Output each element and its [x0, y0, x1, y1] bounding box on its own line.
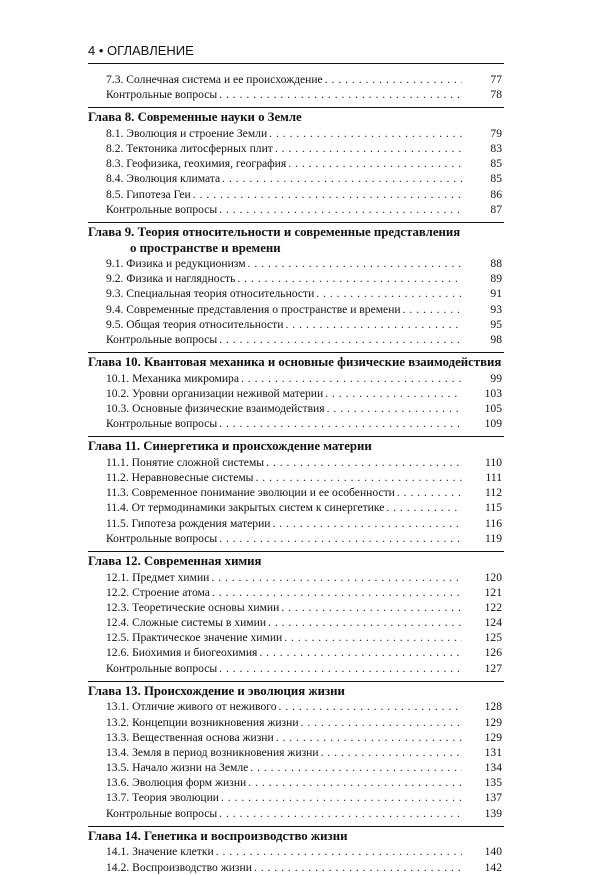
section-number: 13.6. — [106, 776, 130, 790]
toc-entry[interactable] — [88, 585, 504, 600]
section-title: Современные представления о пространстве и времени — [126, 302, 401, 316]
section-title: Сложные системы в химии — [132, 616, 267, 630]
toc-entry-text — [106, 630, 462, 645]
toc-entry-label — [106, 456, 266, 469]
section-number: 11.3. — [106, 486, 129, 500]
toc-entry-text — [106, 745, 462, 760]
toc-entry-text — [106, 600, 462, 615]
toc-entry-text — [106, 806, 462, 821]
toc-entry-label — [106, 88, 219, 101]
section-title: Гипотеза Геи — [126, 187, 191, 201]
toc-entry[interactable] — [88, 570, 504, 585]
toc-entry[interactable] — [88, 806, 504, 821]
toc-entry[interactable] — [88, 615, 504, 630]
section-number: 9.2. — [106, 272, 124, 286]
toc-entry[interactable] — [88, 455, 504, 470]
toc-entry-text — [106, 470, 462, 485]
section-title: Практическое значение химии — [132, 631, 283, 645]
chapter-title-line: Глава 14. Генетика и воспроизводство жизни — [88, 828, 348, 843]
running-title: ОГЛАВЛЕНИЕ — [107, 43, 194, 58]
section-title: От термодинамики закрытых систем к синергетике — [131, 501, 385, 515]
page-ref: 91 — [490, 287, 502, 301]
toc-entry-label — [106, 188, 193, 201]
section-title: Контрольные вопросы — [106, 661, 218, 675]
section-title: Неравновесные системы — [131, 471, 254, 485]
chapter-title-line: Глава 9. Теория относительности и современные представления — [88, 225, 461, 239]
section-number: 13.3. — [106, 730, 130, 744]
section-title: Биохимия и биогеохимия — [132, 646, 258, 660]
toc-entry[interactable] — [88, 715, 504, 730]
section-number: 9.1. — [106, 257, 124, 270]
page-ref: 137 — [484, 791, 502, 805]
toc-entry-text — [106, 485, 462, 500]
toc-entry-text — [106, 730, 462, 745]
section-number: 8.2. — [106, 142, 124, 156]
toc-entry-text — [106, 256, 462, 271]
section-number: 10.2. — [106, 386, 130, 400]
toc-entry-text — [106, 760, 462, 775]
toc-entry-label — [106, 272, 237, 285]
chapter-heading[interactable] — [88, 436, 504, 455]
toc-entry-text — [106, 72, 462, 87]
toc-entry-label — [106, 372, 241, 385]
toc-entry-label — [106, 402, 327, 415]
toc-entry-text — [106, 615, 462, 630]
toc-entry-label — [106, 417, 219, 430]
toc-entry[interactable] — [88, 630, 504, 645]
section-title: Общая теория относительности — [126, 317, 284, 331]
toc-entry[interactable] — [88, 171, 504, 186]
toc-entry-text — [106, 455, 462, 470]
chapter-heading[interactable] — [88, 826, 504, 845]
toc-entry[interactable] — [88, 470, 504, 485]
toc-entry-label — [106, 318, 285, 331]
toc-entry-label — [106, 73, 325, 86]
section-number: 9.3. — [106, 287, 124, 301]
toc-chapter — [88, 681, 504, 821]
section-title: Основные физические взаимодействия — [132, 402, 325, 415]
toc-entry-text — [106, 715, 462, 730]
chapter-title-line: Глава 13. Происхождение и эволюция жизни — [88, 683, 345, 698]
toc-entry-text — [106, 585, 462, 600]
chapter-title-line: Глава 8. Современные науки о Земле — [88, 110, 302, 125]
toc-entry-label — [106, 127, 269, 140]
page-ref: 124 — [484, 616, 502, 630]
toc-entry-text — [106, 500, 462, 515]
chapter-heading[interactable] — [88, 551, 504, 570]
toc-entry[interactable] — [88, 302, 504, 317]
section-title: Физика и наглядность — [126, 272, 236, 286]
page-ref: 83 — [490, 142, 502, 156]
toc-entry[interactable] — [88, 317, 504, 332]
section-number: 11.4. — [106, 501, 129, 515]
toc-entry[interactable] — [88, 202, 504, 217]
toc-entry-label — [106, 791, 221, 804]
toc-entry-label — [106, 601, 281, 614]
page-ref: 88 — [490, 257, 502, 270]
section-title: Строение атома — [132, 585, 210, 599]
toc-entry-label — [106, 586, 212, 599]
toc-entry-label — [106, 731, 276, 744]
toc-entry-label — [106, 287, 316, 300]
toc-entry-text — [106, 271, 462, 286]
toc-entry-text — [106, 386, 462, 401]
bullet-separator: • — [98, 43, 104, 58]
toc-entry[interactable] — [88, 72, 504, 87]
section-title: Эволюция и строение Земли — [126, 126, 268, 140]
toc-entry-label — [106, 662, 219, 675]
section-number: 12.3. — [106, 600, 130, 614]
section-number: 8.3. — [106, 157, 124, 171]
toc-entry[interactable] — [88, 730, 504, 745]
section-number: 8.4. — [106, 172, 124, 186]
section-number: 12.5. — [106, 631, 130, 645]
section-number: 7.3. — [106, 73, 124, 86]
toc-entry-text — [106, 844, 462, 859]
toc-entry-label — [106, 761, 250, 774]
toc-entry-text — [106, 645, 462, 660]
toc-entry[interactable] — [88, 286, 504, 301]
page-ref: 129 — [484, 730, 502, 744]
page-ref: 142 — [484, 860, 502, 874]
toc-entry-label — [106, 845, 216, 858]
toc-chapter — [88, 826, 504, 875]
page-ref: 98 — [490, 332, 502, 346]
toc-entry-label — [106, 746, 321, 759]
toc-entry-label — [106, 807, 219, 820]
toc-entry-text — [106, 790, 462, 805]
section-number: 13.7. — [106, 791, 130, 805]
toc-entry-text — [106, 171, 462, 186]
chapter-title-line: Глава 11. Синергетика и происхождение материи — [88, 439, 372, 454]
toc-entry[interactable] — [88, 401, 504, 416]
section-number: 8.5. — [106, 187, 124, 201]
section-title: Контрольные вопросы — [106, 531, 218, 545]
toc-entry[interactable] — [88, 531, 504, 546]
section-title: Эволюция климата — [126, 172, 221, 186]
toc-entry[interactable] — [88, 860, 504, 875]
section-number: 11.1. — [106, 455, 129, 469]
toc-entry-label — [106, 303, 403, 316]
toc-chapter — [88, 551, 504, 676]
toc-entry-text — [106, 516, 462, 531]
page-ref: 121 — [484, 585, 502, 599]
section-title: Механика микромира — [132, 371, 239, 385]
toc-entry-label — [106, 142, 275, 155]
section-number: 14.2. — [106, 860, 130, 874]
toc-entry-label — [106, 471, 255, 484]
toc-entry[interactable] — [88, 141, 504, 156]
page-header — [88, 43, 504, 64]
toc-entry-label — [106, 532, 219, 545]
page-ref: 85 — [490, 157, 502, 171]
table-of-contents — [88, 72, 504, 875]
toc-entry[interactable] — [88, 645, 504, 660]
toc-entry[interactable] — [88, 87, 504, 102]
page-ref: 111 — [485, 471, 502, 485]
toc-entry-text — [106, 416, 462, 431]
toc-entry-label — [106, 501, 386, 514]
toc-entry-text — [106, 775, 462, 790]
section-title: Уровни организации неживой материи — [132, 386, 324, 400]
toc-entry[interactable] — [88, 500, 504, 515]
chapter-title-line: Глава 12. Современная химия — [88, 554, 262, 568]
toc-entry[interactable] — [88, 760, 504, 775]
toc-entry[interactable] — [88, 775, 504, 790]
section-number: 13.2. — [106, 715, 130, 729]
page-ref: 127 — [484, 661, 502, 675]
section-number: 12.1. — [106, 570, 130, 584]
page-ref: 125 — [484, 631, 502, 645]
toc-entry[interactable] — [88, 187, 504, 202]
section-number: 10.1. — [106, 371, 130, 385]
toc-entry-label — [106, 257, 248, 270]
section-title: Физика и редукционизм — [126, 257, 246, 270]
chapter-heading[interactable] — [88, 107, 504, 126]
page-ref: 79 — [490, 126, 502, 140]
section-title: Контрольные вопросы — [106, 417, 218, 431]
section-title: Тектоника литосферных плит — [126, 142, 273, 156]
toc-entry-text — [106, 202, 462, 217]
toc-entry-text — [106, 332, 462, 347]
section-number: 12.4. — [106, 616, 130, 630]
toc-entry[interactable] — [88, 516, 504, 531]
section-number: 8.1. — [106, 126, 124, 140]
section-title: Начало жизни на Земле — [132, 761, 249, 775]
page-ref: 103 — [484, 386, 502, 400]
header-rule — [88, 63, 504, 64]
toc-entry-label — [106, 700, 279, 713]
toc-entry-text — [106, 286, 462, 301]
section-title: Эволюция форм жизни — [132, 776, 247, 790]
page-ref: 140 — [484, 845, 502, 859]
page-ref: 109 — [484, 417, 502, 431]
toc-entry-text — [106, 699, 462, 714]
page-ref: 128 — [484, 700, 502, 714]
page-ref: 112 — [485, 486, 502, 500]
toc-entry-text — [106, 302, 462, 317]
toc-entry-label — [106, 517, 273, 530]
toc-chapter — [88, 352, 504, 431]
section-number: 13.1. — [106, 700, 130, 714]
toc-entry-text — [106, 187, 462, 202]
toc-entry-label — [106, 631, 284, 644]
toc-entry-text — [106, 141, 462, 156]
toc-entry[interactable] — [88, 661, 504, 676]
page-number: 4 — [88, 43, 96, 58]
page-ref: 105 — [484, 402, 502, 415]
section-title: Концепции возникновения жизни — [132, 715, 299, 729]
section-number: 11.5. — [106, 516, 129, 530]
section-title: Вещественная основа жизни — [132, 730, 274, 744]
chapter-heading[interactable] — [88, 222, 504, 256]
toc-entry[interactable] — [88, 844, 504, 859]
section-title: Специальная теория относительности — [126, 287, 315, 301]
page-ref: 93 — [490, 302, 502, 316]
section-title: Современное понимание эволюции и ее особенности — [131, 486, 395, 500]
page-ref: 85 — [490, 172, 502, 186]
toc-entry[interactable] — [88, 699, 504, 714]
section-title: Земля в период возникновения жизни — [132, 745, 319, 759]
page-ref: 89 — [490, 272, 502, 286]
toc-entry-label — [106, 172, 222, 185]
toc-entry[interactable] — [88, 371, 504, 386]
section-number: 12.6. — [106, 646, 130, 660]
toc-chapter — [88, 436, 504, 546]
toc-entry[interactable] — [88, 745, 504, 760]
page-ref: 95 — [490, 317, 502, 331]
toc-entry-label — [106, 861, 254, 874]
chapter-heading[interactable] — [88, 352, 504, 371]
section-number: 13.5. — [106, 761, 130, 775]
toc-entry[interactable] — [88, 156, 504, 171]
toc-entry-label — [106, 716, 301, 729]
toc-entry[interactable] — [88, 256, 504, 271]
toc-entry-label — [106, 157, 288, 170]
chapter-title-line: о пространстве и времени — [130, 240, 281, 255]
toc-entry-text — [106, 371, 462, 386]
toc-entry-label — [106, 387, 325, 400]
page-ref: 120 — [484, 570, 502, 584]
toc-entry-text — [106, 87, 462, 102]
section-title: Теоретические основы химии — [132, 600, 280, 614]
toc-chapter — [88, 222, 504, 347]
section-title: Предмет химии — [132, 570, 210, 584]
toc-entry-label — [106, 571, 211, 584]
page-ref: 115 — [485, 501, 502, 515]
page-ref: 122 — [484, 600, 502, 614]
section-title: Контрольные вопросы — [106, 806, 218, 820]
page-ref: 119 — [485, 531, 502, 545]
section-title: Солнечная система и ее происхождение — [126, 73, 323, 86]
page-ref: 77 — [490, 73, 502, 86]
toc-entry-label — [106, 486, 397, 499]
toc-entry-text — [106, 317, 462, 332]
section-title: Значение клетки — [132, 845, 214, 859]
chapter-title-line: Глава 10. Квантовая механика и основные физические взаимодействия — [88, 355, 502, 370]
page-ref: 131 — [484, 745, 502, 759]
page-ref: 129 — [484, 715, 502, 729]
page-ref: 78 — [490, 88, 502, 102]
section-title: Воспроизводство жизни — [132, 860, 252, 874]
page-ref: 139 — [484, 806, 502, 820]
toc-entry-label — [106, 646, 259, 659]
section-title: Теория эволюции — [132, 791, 219, 805]
toc-entry[interactable] — [88, 485, 504, 500]
section-number: 11.2. — [106, 471, 129, 485]
toc-entry[interactable] — [88, 386, 504, 401]
running-head — [88, 43, 504, 59]
toc-entry-text — [106, 661, 462, 676]
section-number: 14.1. — [106, 845, 130, 859]
section-title: Гипотеза рождения материи — [131, 516, 271, 530]
page-ref: 87 — [490, 202, 502, 216]
section-title: Контрольные вопросы — [106, 202, 218, 216]
toc-entry-text — [106, 531, 462, 546]
section-number: 12.2. — [106, 585, 130, 599]
toc-entry-label — [106, 333, 219, 346]
section-title: Отличие живого от неживого — [132, 700, 277, 714]
page-ref: 135 — [484, 776, 502, 790]
toc-entry-text — [106, 570, 462, 585]
page-ref: 99 — [490, 371, 502, 385]
toc-entry-text — [106, 156, 462, 171]
section-title: Понятие сложной системы — [131, 455, 265, 469]
toc-entry-text — [106, 401, 462, 416]
toc-entry[interactable] — [88, 416, 504, 431]
page-ref: 86 — [490, 187, 502, 201]
section-number: 9.5. — [106, 317, 124, 331]
page-ref: 110 — [485, 455, 502, 469]
section-title: Контрольные вопросы — [106, 332, 218, 346]
toc-entry[interactable] — [88, 790, 504, 805]
section-title: Контрольные вопросы — [106, 88, 218, 102]
toc-entry-label — [106, 776, 248, 789]
toc-entry-label — [106, 203, 219, 216]
page-ref: 126 — [484, 646, 502, 660]
toc-entry-text — [106, 126, 462, 141]
section-title: Геофизика, геохимия, география — [126, 157, 287, 171]
toc-entry-text — [106, 860, 462, 875]
chapter-heading[interactable] — [88, 681, 504, 700]
section-number: 13.4. — [106, 745, 130, 759]
section-number: 9.4. — [106, 302, 124, 316]
toc-entry[interactable] — [88, 332, 504, 347]
toc-chapter — [88, 107, 504, 217]
toc-entry[interactable] — [88, 600, 504, 615]
section-number: 10.3. — [106, 402, 130, 415]
toc-entry-label — [106, 616, 268, 629]
page-ref: 116 — [485, 516, 502, 530]
toc-entry[interactable] — [88, 126, 504, 141]
page-ref: 134 — [484, 761, 502, 775]
toc-entry[interactable] — [88, 271, 504, 286]
toc-continuation — [88, 72, 504, 102]
